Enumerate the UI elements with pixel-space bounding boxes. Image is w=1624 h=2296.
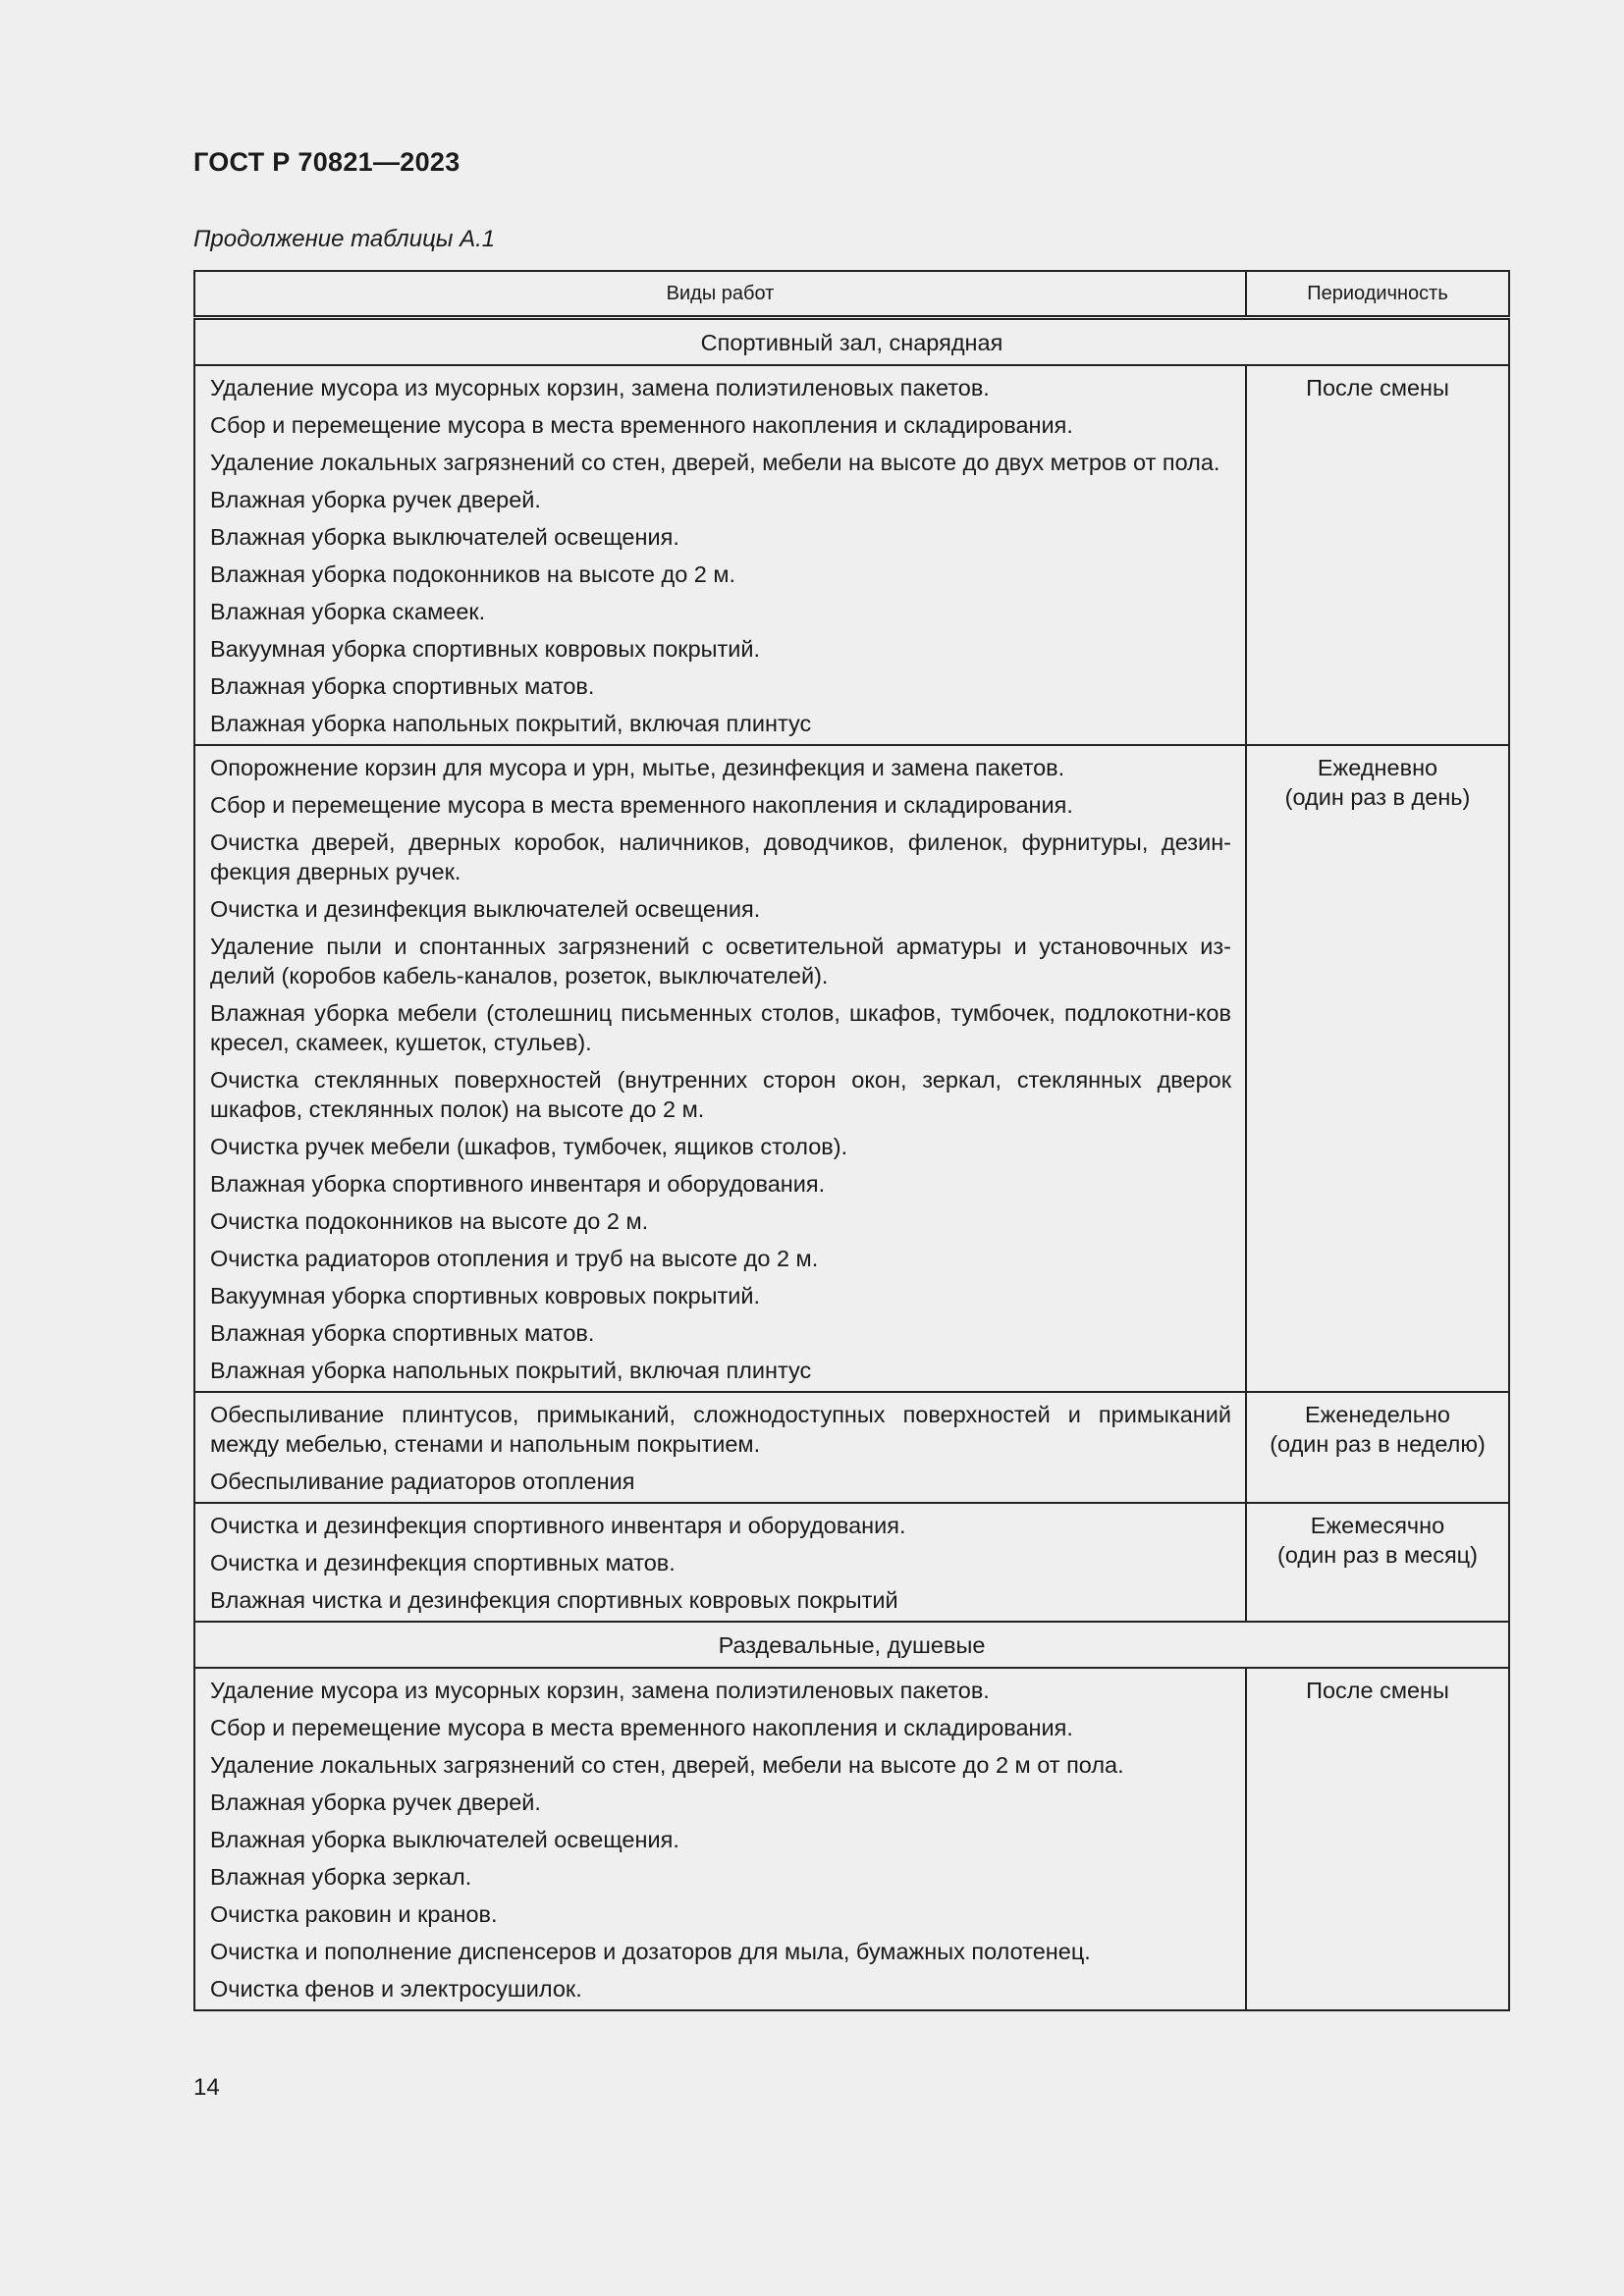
header-period: Периодичность <box>1246 271 1509 318</box>
period-cell <box>1246 745 1509 1392</box>
document-header: ГОСТ Р 70821—2023 <box>193 147 460 177</box>
works-cell <box>194 365 1246 745</box>
works-cell <box>194 1668 1246 2010</box>
work-item: Удаление локальных загрязнений со стен, дверей, мебели на высоте до двух метров от пола. <box>210 450 1220 475</box>
period-note: (один раз в месяц) <box>1277 1542 1478 1568</box>
works-table <box>193 270 1510 2011</box>
work-item: Очистка и пополнение диспенсеров и дозаторов для мыла, бумажных полотенец. <box>210 1939 1091 1964</box>
table-row <box>194 745 1509 1392</box>
work-item: Очистка раковин и кранов. <box>210 1901 498 1927</box>
work-item: Влажная уборка напольных покрытий, включая плинтус <box>210 711 812 736</box>
work-item: Вакуумная уборка спортивных ковровых покрытий. <box>210 636 761 662</box>
work-item: Влажная уборка напольных покрытий, включая плинтус <box>210 1358 812 1383</box>
work-item: Влажная уборка мебели (столешниц письменных столов, шкафов, тумбочек, подлокотни-ков кресел, скамеек, кушеток, стульев). <box>210 1000 1231 1055</box>
work-item: Влажная уборка выключателей освещения. <box>210 524 679 550</box>
work-item: Обеспыливание радиаторов отопления <box>210 1468 635 1494</box>
work-item: Влажная уборка выключателей освещения. <box>210 1827 679 1852</box>
header-works: Виды работ <box>194 271 1246 318</box>
work-item: Обеспыливание плинтусов, примыканий, сложнодоступных поверхностей и примыканий между мебелью, стенами и напольным покрытием. <box>210 1402 1231 1457</box>
work-item: Удаление мусора из мусорных корзин, замена полиэтиленовых пакетов. <box>210 375 990 400</box>
work-item: Сбор и перемещение мусора в места временного накопления и складирования. <box>210 412 1073 438</box>
table-row <box>194 1668 1509 2010</box>
work-item: Очистка и дезинфекция спортивных матов. <box>210 1550 676 1575</box>
work-item: Удаление пыли и спонтанных загрязнений с осветительной арматуры и установочных из-делий (коробов кабель-каналов, розеток, выключателей). <box>210 934 1231 988</box>
work-item: Влажная уборка подоконников на высоте до 2 м. <box>210 561 736 587</box>
work-item: Очистка и дезинфекция спортивного инвентаря и оборудования. <box>210 1513 906 1538</box>
table-row <box>194 365 1509 745</box>
period-label: Ежедневно <box>1317 755 1438 780</box>
work-item: Сбор и перемещение мусора в места временного накопления и складирования. <box>210 1715 1073 1740</box>
works-cell <box>194 745 1246 1392</box>
period-label: После смены <box>1306 375 1449 400</box>
work-item: Очистка ручек мебели (шкафов, тумбочек, ящиков столов). <box>210 1134 848 1159</box>
work-item: Удаление локальных загрязнений со стен, дверей, мебели на высоте до 2 м от пола. <box>210 1752 1124 1778</box>
period-cell <box>1246 1503 1509 1622</box>
work-item: Очистка дверей, дверных коробок, наличников, доводчиков, филенок, фурнитуры, дезин-фекция дверных ручек. <box>210 829 1231 884</box>
section-row <box>194 318 1509 366</box>
page-number: 14 <box>193 2074 220 2101</box>
table-header-row <box>194 271 1509 318</box>
work-item: Очистка стеклянных поверхностей (внутренних сторон окон, зеркал, стеклянных дверок шкафов, стеклянных полок) на высоте до 2 м. <box>210 1067 1231 1122</box>
work-item: Влажная уборка спортивного инвентаря и оборудования. <box>210 1171 826 1197</box>
table-row <box>194 1392 1509 1503</box>
period-label: После смены <box>1306 1678 1449 1703</box>
work-item: Очистка фенов и электросушилок. <box>210 1976 582 2002</box>
section-title: Спортивный зал, снарядная <box>194 318 1509 366</box>
work-item: Влажная уборка ручек дверей. <box>210 487 541 512</box>
period-cell <box>1246 1392 1509 1503</box>
work-item: Влажная уборка спортивных матов. <box>210 673 595 699</box>
period-cell <box>1246 365 1509 745</box>
work-item: Влажная уборка скамеек. <box>210 599 486 624</box>
work-item: Влажная уборка ручек дверей. <box>210 1789 541 1815</box>
period-cell <box>1246 1668 1509 2010</box>
work-item: Влажная уборка спортивных матов. <box>210 1320 595 1346</box>
works-cell <box>194 1503 1246 1622</box>
table-caption: Продолжение таблицы А.1 <box>193 226 496 252</box>
period-label: Еженедельно <box>1305 1402 1450 1427</box>
works-cell <box>194 1392 1246 1503</box>
work-item: Очистка подоконников на высоте до 2 м. <box>210 1208 649 1234</box>
work-item: Сбор и перемещение мусора в места временного накопления и складирования. <box>210 792 1073 818</box>
section-title: Раздевальные, душевые <box>194 1622 1509 1668</box>
work-item: Опорожнение корзин для мусора и урн, мытье, дезинфекция и замена пакетов. <box>210 755 1065 780</box>
period-note: (один раз в неделю) <box>1270 1431 1486 1457</box>
work-item: Влажная чистка и дезинфекция спортивных ковровых покрытий <box>210 1587 898 1613</box>
work-item: Вакуумная уборка спортивных ковровых покрытий. <box>210 1283 761 1308</box>
period-note: (один раз в день) <box>1284 784 1471 810</box>
period-label: Ежемесячно <box>1310 1513 1445 1538</box>
work-item: Очистка и дезинфекция выключателей освещения. <box>210 896 761 922</box>
table-row <box>194 1503 1509 1622</box>
section-row <box>194 1622 1509 1668</box>
work-item: Влажная уборка зеркал. <box>210 1864 472 1890</box>
work-item: Очистка радиаторов отопления и труб на высоте до 2 м. <box>210 1246 819 1271</box>
work-item: Удаление мусора из мусорных корзин, замена полиэтиленовых пакетов. <box>210 1678 990 1703</box>
